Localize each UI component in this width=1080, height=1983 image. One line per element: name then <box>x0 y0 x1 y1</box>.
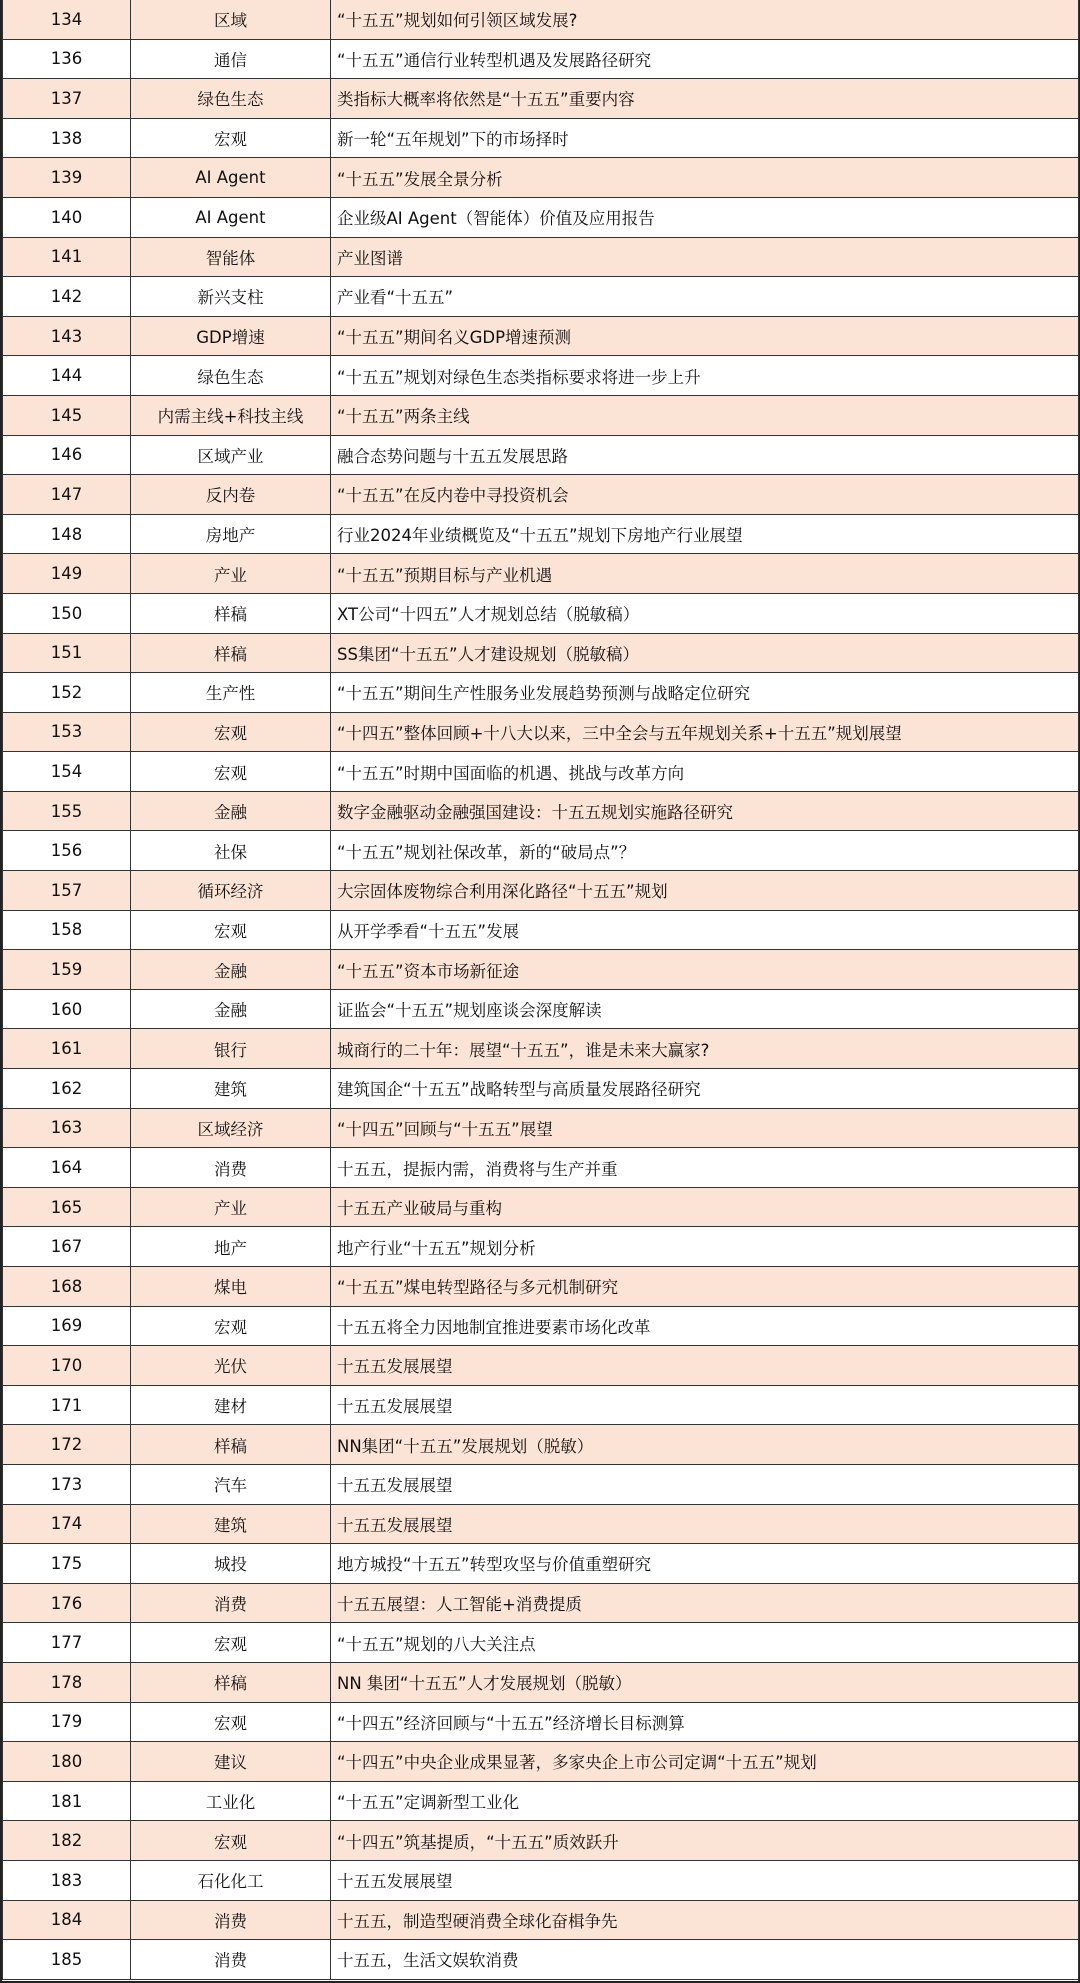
report-title-cell: 十五五将全力因地制宜推进要素市场化改革 <box>331 1306 1079 1346</box>
row-number-cell: 180 <box>3 1742 131 1782</box>
report-title-cell: 地方城投“十五五”转型攻坚与价值重塑研究 <box>331 1544 1079 1584</box>
category-cell: 样稿 <box>131 633 331 673</box>
report-title-cell: “十五五”期间生产性服务业发展趋势预测与战略定位研究 <box>331 673 1079 713</box>
category-cell: 汽车 <box>131 1464 331 1504</box>
row-number-cell: 142 <box>3 277 131 317</box>
table-row <box>3 277 1079 317</box>
row-number-cell: 179 <box>3 1702 131 1742</box>
row-number-cell: 158 <box>3 910 131 950</box>
table-row <box>3 1148 1079 1188</box>
category-cell: 煤电 <box>131 1267 331 1307</box>
report-title-cell: NN 集团“十五五”人才发展规划（脱敏） <box>331 1662 1079 1702</box>
row-number-cell: 159 <box>3 950 131 990</box>
category-cell: 金融 <box>131 950 331 990</box>
table-row <box>3 871 1079 911</box>
category-cell: 宏观 <box>131 1821 331 1861</box>
row-number-cell: 145 <box>3 395 131 435</box>
table-row <box>3 197 1079 237</box>
table-row <box>3 1702 1079 1742</box>
row-number-cell: 136 <box>3 39 131 79</box>
row-number-cell: 148 <box>3 514 131 554</box>
table-row <box>3 1900 1079 1940</box>
row-number-cell: 183 <box>3 1860 131 1900</box>
table-row <box>3 395 1079 435</box>
table-row <box>3 1781 1079 1821</box>
report-title-cell: 新一轮“五年规划”下的市场择时 <box>331 118 1079 158</box>
category-cell: 区域经济 <box>131 1108 331 1148</box>
report-title-cell: “十五五”规划社保改革，新的“破局点”？ <box>331 831 1079 871</box>
category-cell: 区域产业 <box>131 435 331 475</box>
report-title-cell: “十五五”定调新型工业化 <box>331 1781 1079 1821</box>
row-number-cell: 150 <box>3 593 131 633</box>
row-number-cell: 141 <box>3 237 131 277</box>
row-number-cell: 160 <box>3 989 131 1029</box>
category-cell: 建筑 <box>131 1504 331 1544</box>
row-number-cell: 137 <box>3 79 131 119</box>
row-number-cell: 143 <box>3 316 131 356</box>
report-title-cell: 产业图谱 <box>331 237 1079 277</box>
report-title-cell: “十五五”发展全景分析 <box>331 158 1079 198</box>
row-number-cell: 163 <box>3 1108 131 1148</box>
category-cell: 宏观 <box>131 752 331 792</box>
table-row <box>3 1108 1079 1148</box>
row-number-cell: 175 <box>3 1544 131 1584</box>
category-cell: 城投 <box>131 1544 331 1584</box>
category-cell: 银行 <box>131 1029 331 1069</box>
report-title-cell: “十四五”中央企业成果显著，多家央企上市公司定调“十五五”规划 <box>331 1742 1079 1782</box>
table-row <box>3 1662 1079 1702</box>
category-cell: 地产 <box>131 1227 331 1267</box>
category-cell: 通信 <box>131 39 331 79</box>
table-row <box>3 1425 1079 1465</box>
table-row <box>3 1821 1079 1861</box>
category-cell: 区域 <box>131 0 331 39</box>
table-row <box>3 1187 1079 1227</box>
row-number-cell: 178 <box>3 1662 131 1702</box>
category-cell: 社保 <box>131 831 331 871</box>
row-number-cell: 168 <box>3 1267 131 1307</box>
category-cell: 宏观 <box>131 118 331 158</box>
report-title-cell: 十五五，提振内需，消费将与生产并重 <box>331 1148 1079 1188</box>
table-row <box>3 1940 1079 1980</box>
category-cell: 宏观 <box>131 910 331 950</box>
row-number-cell: 181 <box>3 1781 131 1821</box>
row-number-cell: 149 <box>3 554 131 594</box>
report-title-cell: “十五五”在反内卷中寻投资机会 <box>331 475 1079 515</box>
category-cell: 房地产 <box>131 514 331 554</box>
report-title-cell: “十五五”规划的八大关注点 <box>331 1623 1079 1663</box>
table-row <box>3 1742 1079 1782</box>
table-row <box>3 316 1079 356</box>
category-cell: GDP增速 <box>131 316 331 356</box>
report-title-cell: “十五五”预期目标与产业机遇 <box>331 554 1079 594</box>
table-row <box>3 356 1079 396</box>
row-number-cell: 165 <box>3 1187 131 1227</box>
category-cell: 石化化工 <box>131 1860 331 1900</box>
category-cell: 样稿 <box>131 1425 331 1465</box>
row-number-cell: 164 <box>3 1148 131 1188</box>
category-cell: 消费 <box>131 1148 331 1188</box>
report-title-cell: 十五五发展展望 <box>331 1385 1079 1425</box>
category-cell: 反内卷 <box>131 475 331 515</box>
table-row <box>3 712 1079 752</box>
table-row <box>3 0 1079 39</box>
category-cell: 绿色生态 <box>131 356 331 396</box>
report-title-cell: “十五五”规划如何引领区域发展? <box>331 0 1079 39</box>
table-row <box>3 989 1079 1029</box>
row-number-cell: 176 <box>3 1583 131 1623</box>
row-number-cell: 172 <box>3 1425 131 1465</box>
report-title-cell: 融合态势问题与十五五发展思路 <box>331 435 1079 475</box>
table-row <box>3 1029 1079 1069</box>
table-row <box>3 1267 1079 1307</box>
report-table <box>2 0 1079 1980</box>
report-title-cell: 地产行业“十五五”规划分析 <box>331 1227 1079 1267</box>
table-row <box>3 593 1079 633</box>
report-title-cell: “十五五”通信行业转型机遇及发展路径研究 <box>331 39 1079 79</box>
row-number-cell: 170 <box>3 1346 131 1386</box>
category-cell: 绿色生态 <box>131 79 331 119</box>
category-cell: 消费 <box>131 1940 331 1980</box>
category-cell: 建议 <box>131 1742 331 1782</box>
report-title-cell: 十五五发展展望 <box>331 1860 1079 1900</box>
table-row <box>3 831 1079 871</box>
table-row <box>3 1227 1079 1267</box>
category-cell: 宏观 <box>131 1702 331 1742</box>
report-title-cell: “十四五”经济回顾与“十五五”经济增长目标测算 <box>331 1702 1079 1742</box>
report-title-cell: 十五五发展展望 <box>331 1346 1079 1386</box>
category-cell: 新兴支柱 <box>131 277 331 317</box>
table-row <box>3 910 1079 950</box>
category-cell: 产业 <box>131 1187 331 1227</box>
category-cell: 建材 <box>131 1385 331 1425</box>
report-title-cell: 企业级AI Agent（智能体）价值及应用报告 <box>331 197 1079 237</box>
row-number-cell: 167 <box>3 1227 131 1267</box>
category-cell: 生产性 <box>131 673 331 713</box>
report-title-cell: “十五五”两条主线 <box>331 395 1079 435</box>
report-title-cell: “十五五”规划对绿色生态类指标要求将进一步上升 <box>331 356 1079 396</box>
row-number-cell: 185 <box>3 1940 131 1980</box>
report-title-cell: 十五五发展展望 <box>331 1504 1079 1544</box>
row-number-cell: 152 <box>3 673 131 713</box>
report-title-cell: 十五五产业破局与重构 <box>331 1187 1079 1227</box>
table-row <box>3 1069 1079 1109</box>
table-row <box>3 118 1079 158</box>
report-table-body <box>3 0 1079 1979</box>
report-title-cell: SS集团“十五五”人才建设规划（脱敏稿） <box>331 633 1079 673</box>
row-number-cell: 153 <box>3 712 131 752</box>
table-row <box>3 39 1079 79</box>
row-number-cell: 169 <box>3 1306 131 1346</box>
report-title-cell: XT公司“十四五”人才规划总结（脱敏稿） <box>331 593 1079 633</box>
category-cell: AI Agent <box>131 197 331 237</box>
table-row <box>3 554 1079 594</box>
table-row <box>3 950 1079 990</box>
report-title-cell: 十五五展望：人工智能+消费提质 <box>331 1583 1079 1623</box>
report-title-cell: 大宗固体废物综合利用深化路径“十五五”规划 <box>331 871 1079 911</box>
table-row <box>3 79 1079 119</box>
row-number-cell: 177 <box>3 1623 131 1663</box>
table-row <box>3 1583 1079 1623</box>
category-cell: 智能体 <box>131 237 331 277</box>
row-number-cell: 140 <box>3 197 131 237</box>
report-title-cell: “十四五”筑基提质，“十五五”质效跃升 <box>331 1821 1079 1861</box>
category-cell: 建筑 <box>131 1069 331 1109</box>
table-row <box>3 752 1079 792</box>
table-row <box>3 158 1079 198</box>
table-row <box>3 1504 1079 1544</box>
report-title-cell: 产业看“十五五” <box>331 277 1079 317</box>
category-cell: 样稿 <box>131 1662 331 1702</box>
table-row <box>3 1860 1079 1900</box>
report-title-cell: “十四五”整体回顾+十八大以来，三中全会与五年规划关系+十五五”规划展望 <box>331 712 1079 752</box>
report-title-cell: 数字金融驱动金融强国建设：十五五规划实施路径研究 <box>331 791 1079 831</box>
report-title-cell: 行业2024年业绩概览及“十五五”规划下房地产行业展望 <box>331 514 1079 554</box>
report-title-cell: 类指标大概率将依然是“十五五”重要内容 <box>331 79 1079 119</box>
row-number-cell: 156 <box>3 831 131 871</box>
table-row <box>3 673 1079 713</box>
table-row <box>3 791 1079 831</box>
row-number-cell: 161 <box>3 1029 131 1069</box>
row-number-cell: 147 <box>3 475 131 515</box>
table-row <box>3 514 1079 554</box>
report-title-cell: “十五五”期间名义GDP增速预测 <box>331 316 1079 356</box>
row-number-cell: 146 <box>3 435 131 475</box>
category-cell: 内需主线+科技主线 <box>131 395 331 435</box>
table-row <box>3 1464 1079 1504</box>
report-title-cell: 十五五，制造型硬消费全球化奋楫争先 <box>331 1900 1079 1940</box>
report-title-cell: 从开学季看“十五五”发展 <box>331 910 1079 950</box>
report-title-cell: “十五五”资本市场新征途 <box>331 950 1079 990</box>
category-cell: 光伏 <box>131 1346 331 1386</box>
row-number-cell: 138 <box>3 118 131 158</box>
row-number-cell: 174 <box>3 1504 131 1544</box>
row-number-cell: 157 <box>3 871 131 911</box>
category-cell: 金融 <box>131 989 331 1029</box>
row-number-cell: 182 <box>3 1821 131 1861</box>
category-cell: 宏观 <box>131 712 331 752</box>
report-title-cell: 建筑国企“十五五”战略转型与高质量发展路径研究 <box>331 1069 1079 1109</box>
category-cell: 循环经济 <box>131 871 331 911</box>
table-row <box>3 1306 1079 1346</box>
row-number-cell: 151 <box>3 633 131 673</box>
table-row <box>3 1623 1079 1663</box>
report-title-cell: 十五五发展展望 <box>331 1464 1079 1504</box>
category-cell: 金融 <box>131 791 331 831</box>
row-number-cell: 162 <box>3 1069 131 1109</box>
table-row <box>3 1346 1079 1386</box>
report-title-cell: “十四五”回顾与“十五五”展望 <box>331 1108 1079 1148</box>
row-number-cell: 139 <box>3 158 131 198</box>
category-cell: 产业 <box>131 554 331 594</box>
table-row <box>3 1385 1079 1425</box>
row-number-cell: 134 <box>3 0 131 39</box>
row-number-cell: 154 <box>3 752 131 792</box>
report-title-cell: 城商行的二十年：展望“十五五”，谁是未来大赢家? <box>331 1029 1079 1069</box>
row-number-cell: 184 <box>3 1900 131 1940</box>
row-number-cell: 144 <box>3 356 131 396</box>
category-cell: 工业化 <box>131 1781 331 1821</box>
report-title-cell: “十五五”时期中国面临的机遇、挑战与改革方向 <box>331 752 1079 792</box>
report-title-cell: “十五五”煤电转型路径与多元机制研究 <box>331 1267 1079 1307</box>
category-cell: 宏观 <box>131 1623 331 1663</box>
category-cell: 消费 <box>131 1900 331 1940</box>
category-cell: 样稿 <box>131 593 331 633</box>
table-row <box>3 1544 1079 1584</box>
table-row <box>3 237 1079 277</box>
category-cell: 消费 <box>131 1583 331 1623</box>
report-title-cell: 十五五，生活文娱软消费 <box>331 1940 1079 1980</box>
table-row <box>3 633 1079 673</box>
table-row <box>3 435 1079 475</box>
row-number-cell: 173 <box>3 1464 131 1504</box>
table-row <box>3 475 1079 515</box>
report-title-cell: 证监会“十五五”规划座谈会深度解读 <box>331 989 1079 1029</box>
row-number-cell: 171 <box>3 1385 131 1425</box>
row-number-cell: 155 <box>3 791 131 831</box>
report-title-cell: NN集团“十五五”发展规划（脱敏） <box>331 1425 1079 1465</box>
category-cell: 宏观 <box>131 1306 331 1346</box>
category-cell: AI Agent <box>131 158 331 198</box>
